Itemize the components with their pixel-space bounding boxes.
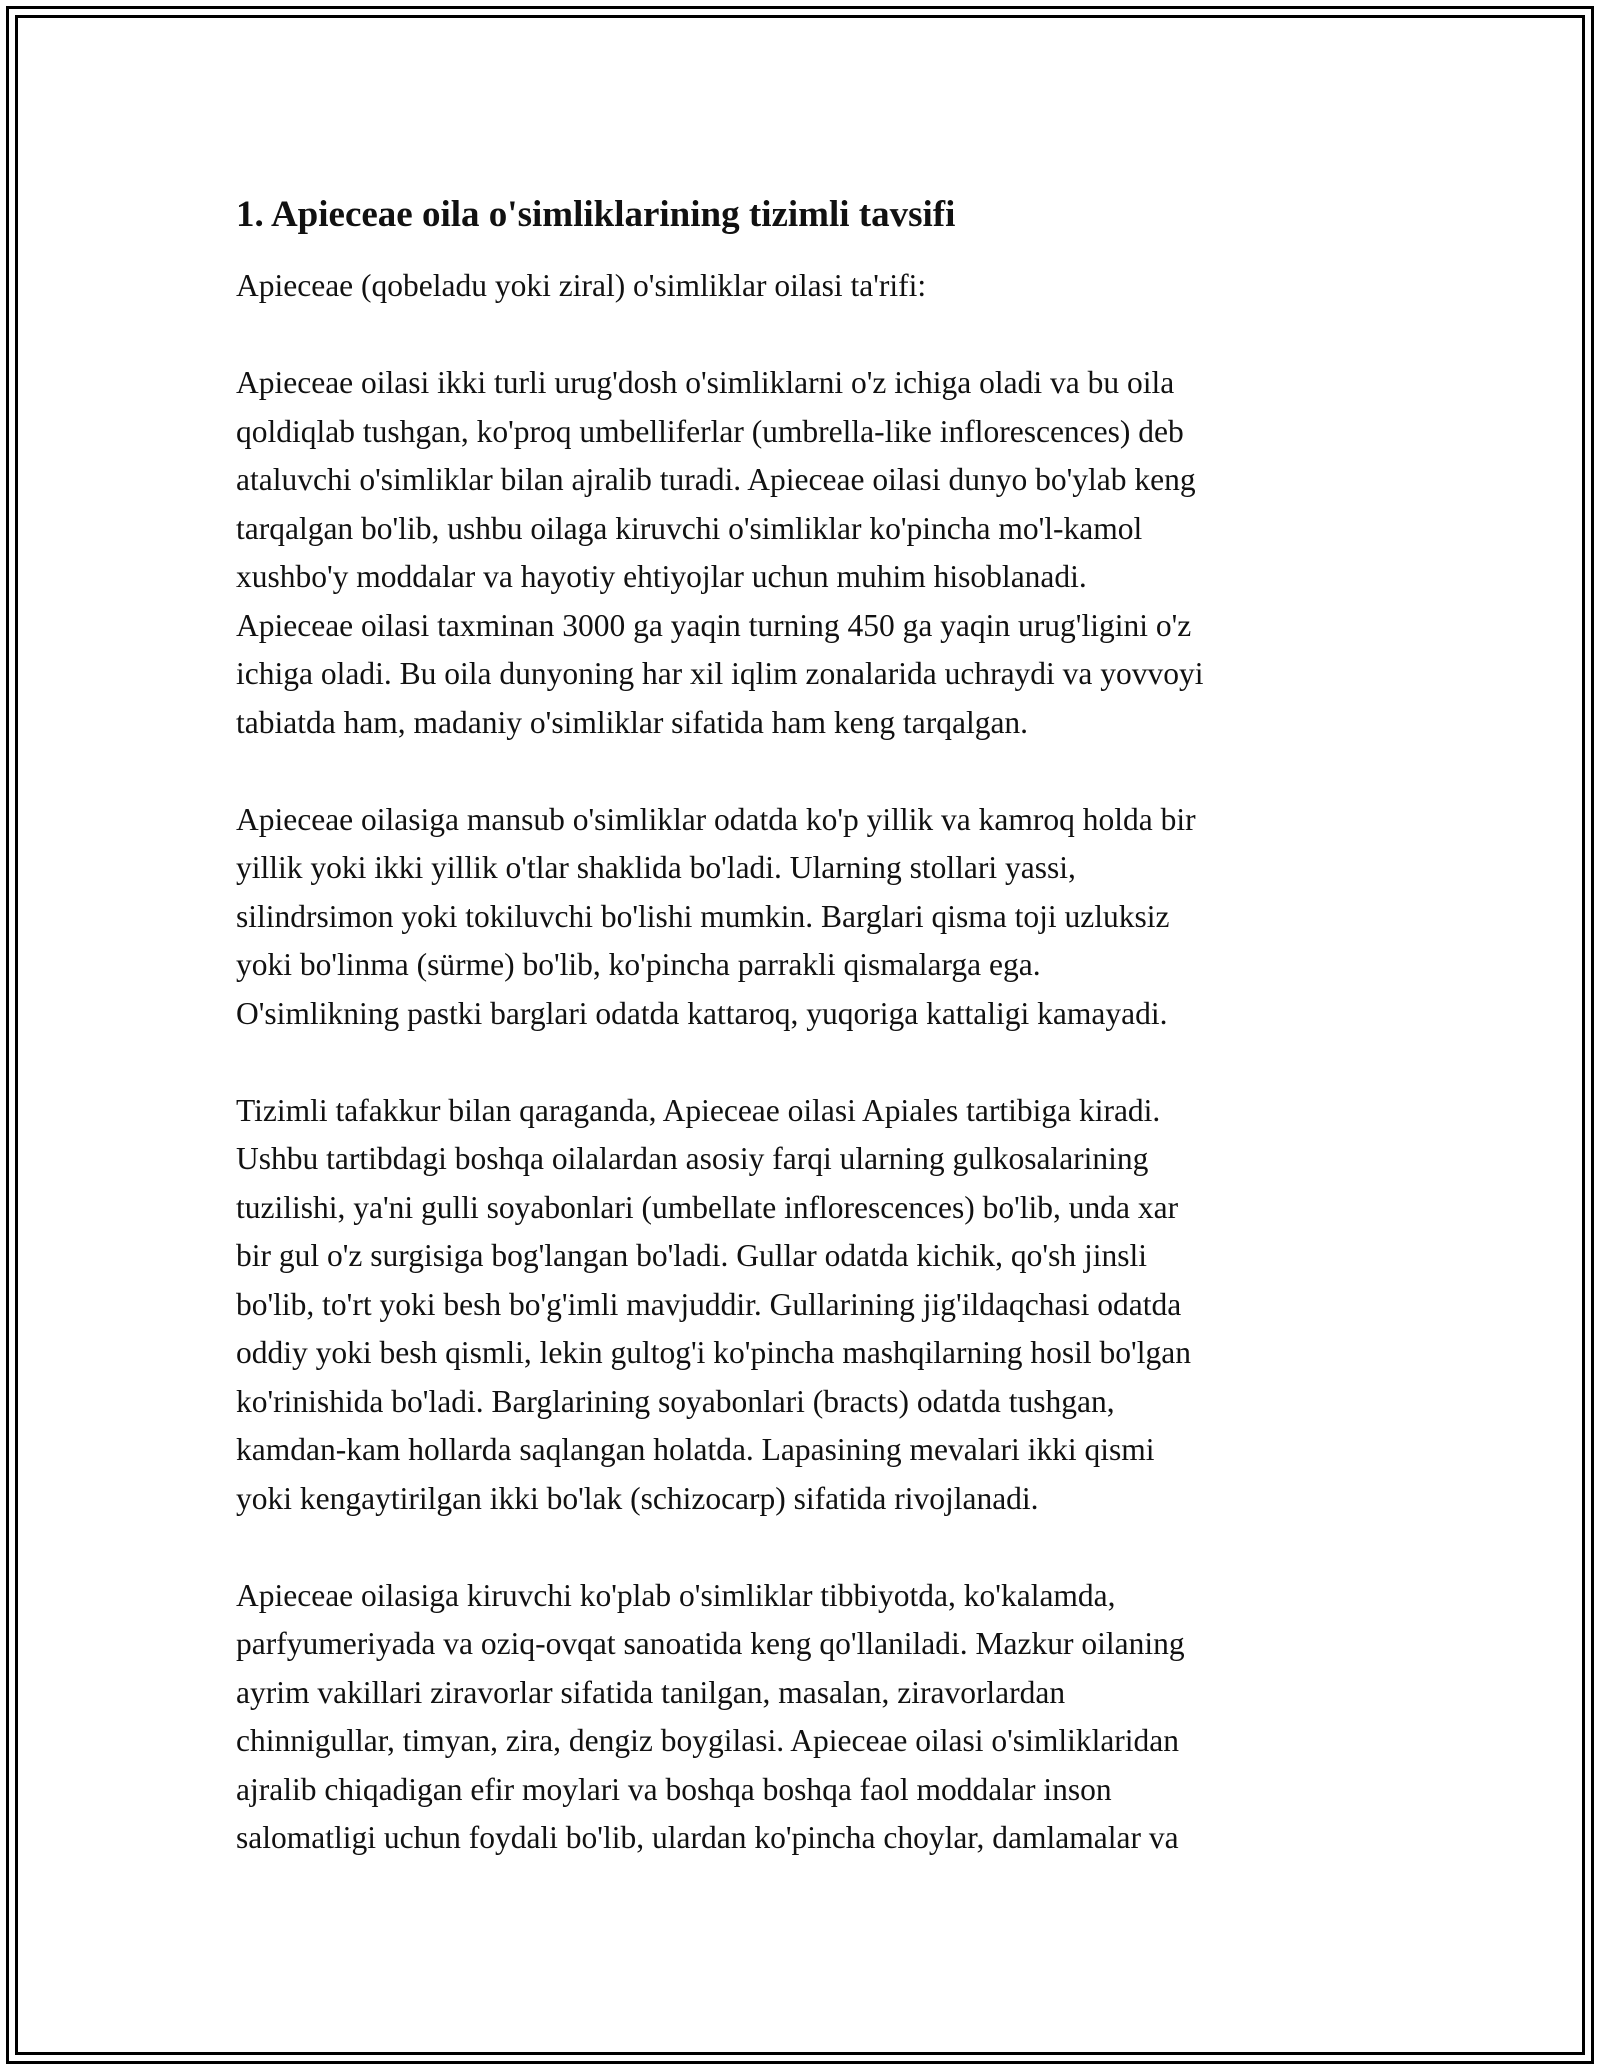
document-body: [236, 190, 1366, 1911]
text-line: silindrsimon yoki tokiluvchi bo'lishi mumkin. Barglari qisma toji uzluksiz: [236, 898, 1170, 934]
text-line: ayrim vakillari ziravorlar sifatida tanilgan, masalan, ziravorlardan: [236, 1674, 1066, 1710]
text-line: yillik yoki ikki yillik o'tlar shaklida bo'ladi. Ularning stollari yassi,: [236, 850, 1076, 885]
text-line: bir gul o'z surgisiga bog'langan bo'ladi. Gullar odatda kichik, qo'sh jinsli: [236, 1238, 1147, 1273]
text-line: ajralib chiqadigan efir moylari va boshqa boshqa faol moddalar inson: [236, 1771, 1112, 1807]
text-line: parfyumeriyada va oziq-ovqat sanoatida keng qo'llaniladi. Mazkur oilaning: [236, 1626, 1185, 1661]
text-line: Apieceae oilasi ikki turli urug'dosh o'simliklarni o'z ichiga oladi va bu oila: [236, 365, 1175, 400]
text-line: ichiga oladi. Bu oila dunyoning har xil iqlim zonalarida uchraydi va yovvoyi: [236, 656, 1204, 691]
text-line: kamdan-kam hollarda saqlangan holatda. Lapasining mevalari ikki qismi: [236, 1432, 1155, 1467]
text-line: O'simlikning pastki barglari odatda kattaroq, yuqoriga kattaligi kamayadi.: [236, 995, 1168, 1031]
text-line: xushbo'y moddalar va hayotiy ehtiyojlar uchun muhim hisoblanadi.: [236, 559, 1087, 594]
text-line: Apieceae oilasiga mansub o'simliklar odatda ko'p yillik va kamroq holda bir: [236, 801, 1196, 837]
text-line: ko'rinishida bo'ladi. Barglarining soyabonlari (bracts) odatda tushgan,: [236, 1383, 1115, 1419]
text-line: ataluvchi o'simliklar bilan ajralib turadi. Apieceae oilasi dunyo bo'ylab keng: [236, 462, 1196, 497]
text-line: qoldiqlab tushgan, ko'proq umbelliferlar (umbrella-like inflorescences) deb: [236, 413, 1184, 449]
page-title: 1. Apieceae oila o'simliklarining tizimli tavsifi: [236, 194, 956, 235]
text-line: Apieceae (qobeladu yoki ziral) o'simliklar oilasi ta'rifi:: [236, 268, 927, 303]
text-line: Apieceae oilasi taxminan 3000 ga yaqin turning 450 ga yaqin urug'ligini o'z: [236, 607, 1192, 643]
text-line: Tizimli tafakkur bilan qaraganda, Apieceae oilasi Apiales tartibiga kiradi.: [236, 1092, 1161, 1128]
text-line: Ushbu tartibdagi boshqa oilalardan asosiy farqi ularning gulkosalarining: [236, 1141, 1149, 1176]
text-line: oddiy yoki besh qismli, lekin gultog'i ko'pincha mashqilarning hosil bo'lgan: [236, 1335, 1191, 1370]
text-line: yoki kengaytirilgan ikki bo'lak (schizocarp) sifatida rivojlanadi.: [236, 1480, 1039, 1516]
paragraph-uses: [236, 1572, 1366, 1863]
text-line: tarqalgan bo'lib, ushbu oilaga kiruvchi o'simliklar ko'pincha mo'l-kamol: [236, 510, 1143, 546]
text-line: chinnigullar, timyan, zira, dengiz boygilasi. Apieceae oilasi o'simliklaridan: [236, 1723, 1180, 1758]
paragraph-overview: [236, 359, 1366, 747]
text-line: salomatligi uchun foydali bo'lib, ulardan ko'pincha choylar, damlamalar va: [236, 1820, 1179, 1855]
text-line: yoki bo'linma (sürme) bo'lib, ko'pincha parrakli qismalarga ega.: [236, 947, 1041, 982]
text-line: bo'lib, to'rt yoki besh bo'g'imli mavjuddir. Gullarining jig'ildaqchasi odatda: [236, 1286, 1182, 1322]
text-line: tuzilishi, ya'ni gulli soyabonlari (umbellate inflorescences) bo'lib, unda xar: [236, 1189, 1179, 1225]
paragraph-definition: [236, 262, 1366, 311]
text-line: tabiatda ham, madaniy o'simliklar sifatida ham keng tarqalgan.: [236, 704, 1029, 740]
paragraph-taxonomy: [236, 1087, 1366, 1524]
paragraph-morphology: [236, 796, 1366, 1039]
text-line: Apieceae oilasiga kiruvchi ko'plab o'simliklar tibbiyotda, ko'kalamda,: [236, 1577, 1116, 1613]
